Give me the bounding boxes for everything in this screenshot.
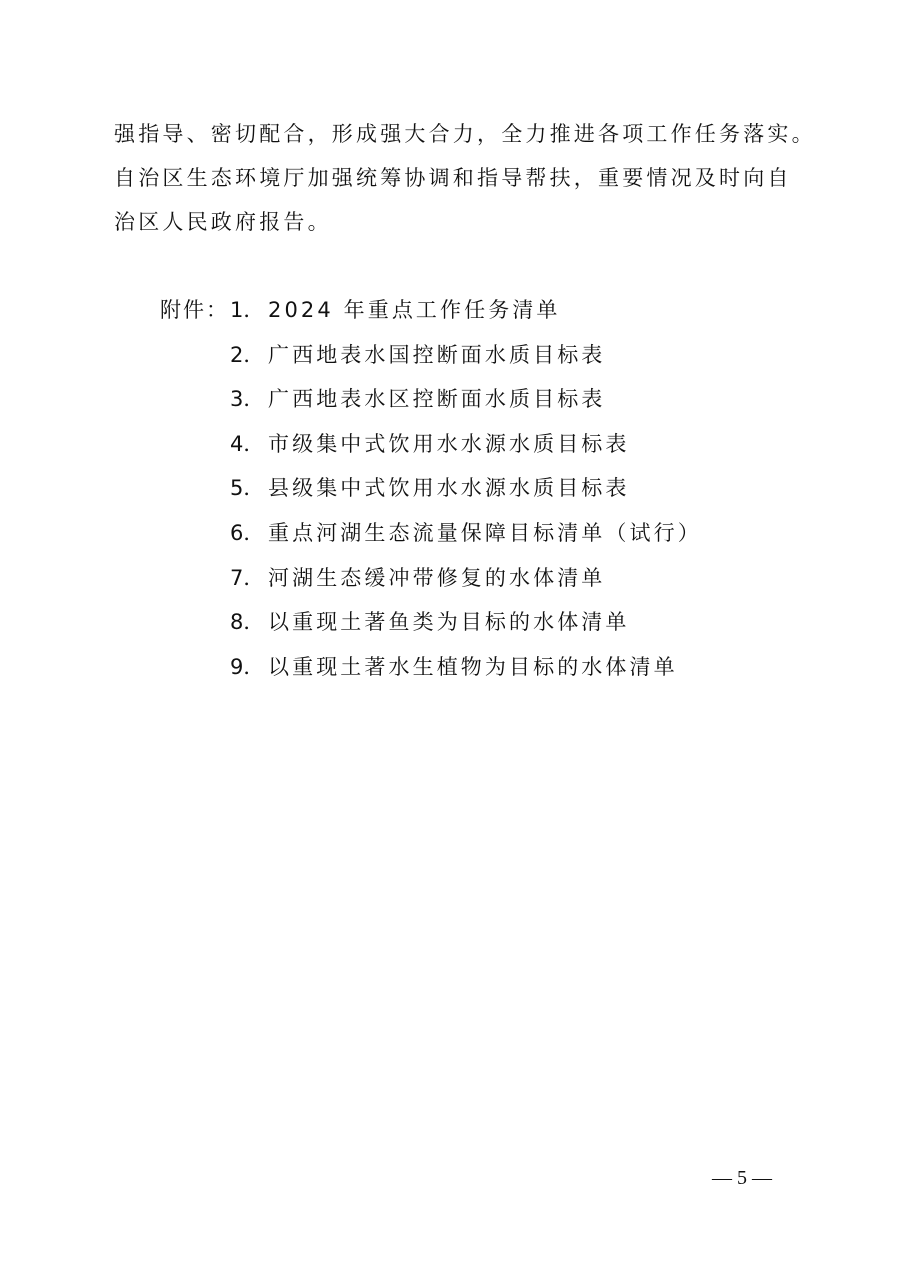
attachment-number: 1． — [230, 298, 265, 322]
body-paragraph — [114, 112, 816, 244]
attachment-title: 市级集中式饮用水水源水质目标表 — [268, 431, 630, 456]
attachment-title: 河湖生态缓冲带修复的水体清单 — [268, 565, 606, 590]
attachments-list — [160, 288, 780, 689]
attachment-title: 2024 年重点工作任务清单 — [268, 298, 561, 322]
attachment-indent — [160, 422, 230, 467]
attachment-indent — [160, 556, 230, 601]
attachment-title: 广西地表水国控断面水质目标表 — [268, 342, 606, 367]
attachment-number: 3． — [230, 387, 265, 412]
attachment-title: 以重现土著鱼类为目标的水体清单 — [268, 610, 630, 635]
body-line-3: 治区人民政府报告。 — [114, 210, 332, 234]
attachment-indent — [160, 600, 230, 645]
attachment-number: 4． — [230, 431, 265, 456]
attachment-number: 6． — [230, 520, 265, 545]
attachment-number: 9． — [230, 654, 265, 679]
attachment-item-2 — [160, 333, 780, 378]
attachment-number: 2． — [230, 342, 265, 367]
attachment-title: 重点河湖生态流量保障目标清单（试行） — [268, 520, 702, 545]
attachment-number: 7． — [230, 565, 265, 590]
page-number: — 5 — — [712, 1167, 772, 1189]
attachment-item-1 — [160, 288, 780, 333]
body-line-2: 自治区生态环境厅加强统筹协调和指导帮扶，重要情况及时向自 — [114, 166, 792, 190]
attachment-number: 5． — [230, 476, 265, 501]
attachment-item-8 — [160, 600, 780, 645]
attachment-item-7 — [160, 556, 780, 601]
attachment-indent — [160, 377, 230, 422]
attachment-title: 广西地表水区控断面水质目标表 — [268, 387, 606, 412]
attachment-item-6 — [160, 511, 780, 556]
attachment-indent — [160, 511, 230, 556]
body-line-1: 强指导、密切配合，形成强大合力，全力推进各项工作任务落实。 — [114, 122, 816, 146]
attachment-item-5 — [160, 466, 780, 511]
attachment-indent — [160, 466, 230, 511]
attachments-label: 附件： — [160, 298, 229, 322]
attachment-title: 以重现土著水生植物为目标的水体清单 — [268, 654, 678, 679]
attachment-title: 县级集中式饮用水水源水质目标表 — [268, 476, 630, 501]
attachment-indent — [160, 645, 230, 690]
attachment-number: 8． — [230, 610, 265, 635]
attachment-item-9 — [160, 645, 780, 690]
attachment-indent — [160, 333, 230, 378]
attachment-item-3 — [160, 377, 780, 422]
attachment-item-4 — [160, 422, 780, 467]
